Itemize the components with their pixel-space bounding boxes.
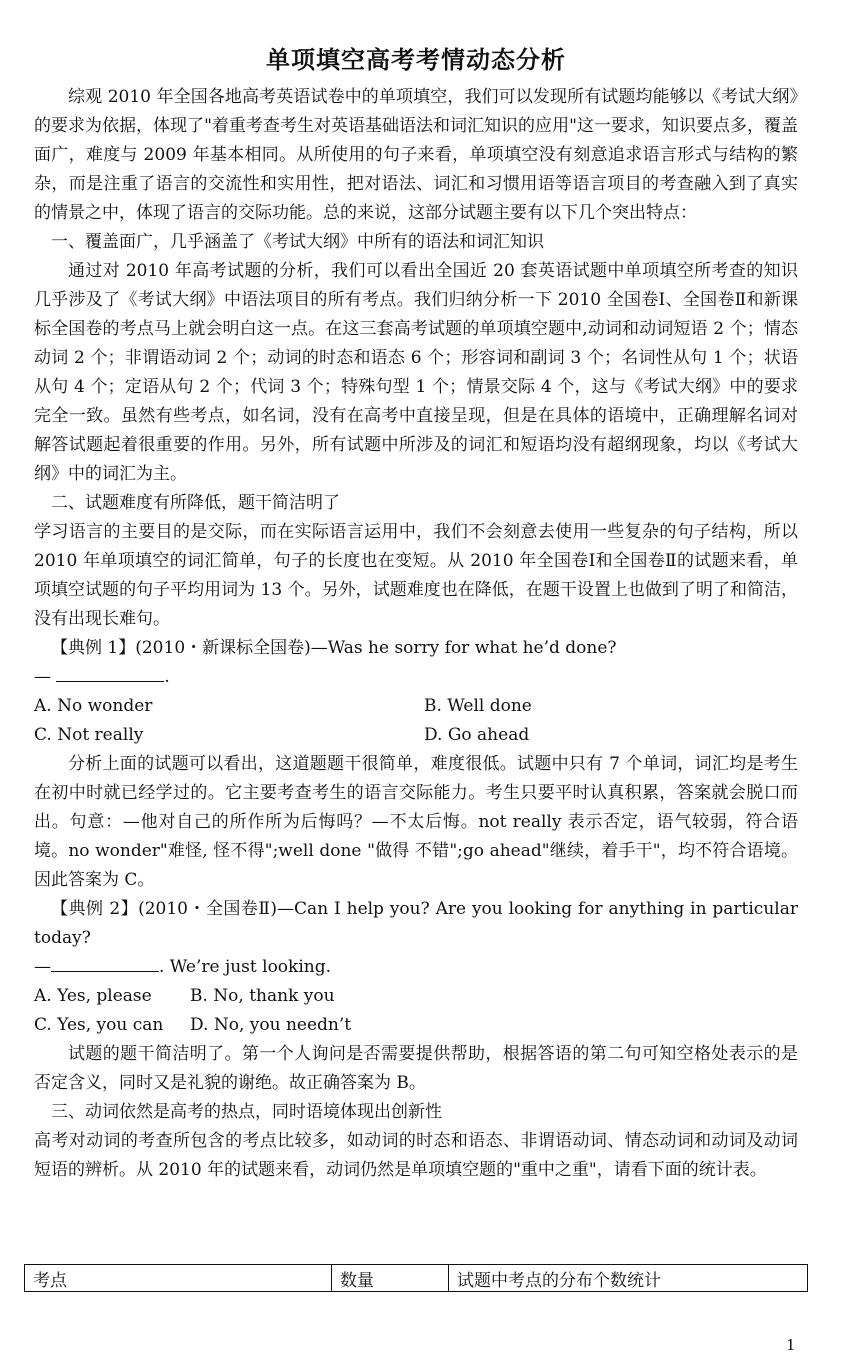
table-header-cell: 考点 <box>25 1265 332 1292</box>
option-a: A. Yes, please <box>34 986 152 1006</box>
table-header-cell: 试题中考点的分布个数统计 <box>449 1265 808 1292</box>
example-1-question-text: —Was he sorry for what he’d done? <box>310 638 617 658</box>
section-body-3: 高考对动词的考查所包含的考点比较多，如动词的时态和语态、非谓语动词、情态动词和动词及动词短语的辨析。从 2010 年的试题来看，动词仍然是单项填空题的"重中之重"，请看下面的统计表。 <box>34 1131 798 1180</box>
example-1-question <box>34 634 798 663</box>
table-header-cell: 数量 <box>332 1265 449 1292</box>
page-number: 1 <box>786 1336 796 1354</box>
example-2-options-row-2 <box>34 1011 798 1040</box>
example-1-label: 【典例 1】 <box>51 638 136 658</box>
page-title: 单项填空高考考情动态分析 <box>266 45 566 74</box>
document-page <box>34 40 798 1185</box>
option-d: D. No, you needn’t <box>190 1015 352 1035</box>
option-d: D. Go ahead <box>424 725 530 745</box>
section-body-2: 学习语言的主要目的是交际，而在实际语言运用中，我们不会刻意去使用一些复杂的句子结构，所以 2010 年单项填空的词汇简单，句子的长度也在变短。从 2010 年全国卷Ⅰ和全国卷Ⅱ的试题来看，单项填空试题的句子平均用词为 13 个。另外，试题难度也在降低，在题干设置上也做到了明了和简洁，没有出现长难句。 <box>34 522 798 629</box>
example-1-options-row-2 <box>34 721 798 750</box>
example-2-question-text: —Can I help you? Are you looking for anything in particular today? <box>34 899 798 948</box>
example-1-answer-line <box>34 663 798 692</box>
example-1-options-row-1 <box>34 692 798 721</box>
answer-dash: — <box>34 957 51 977</box>
option-b: B. No, thank you <box>190 986 335 1006</box>
example-2-answer-line <box>34 953 798 982</box>
example-2-question <box>34 895 798 953</box>
intro-paragraph: 综观 2010 年全国各地高考英语试卷中的单项填空，我们可以发现所有试题均能够以《考试大纲》的要求为依据，体现了"着重考查考生对英语基础语法和词汇知识的应用"这一要求，知识要点多，覆盖面广，难度与 2009 年基本相同。从所使用的句子来看，单项填空没有刻意追求语言形式与结构的繁杂，而是注重了语言的交流性和实用性，把对语法、词汇和习惯用语等语言项目的考查融入到了真实的情景之中，体现了语言的交际功能。总的来说，这部分试题主要有以下几个突出特点： <box>34 87 798 223</box>
example-2-options-row-1 <box>34 982 798 1011</box>
answer-blank-end: . <box>164 667 170 687</box>
example-1-analysis: 分析上面的试题可以看出，这道题题干很简单，难度很低。试题中只有 7 个单词，词汇均是考生在初中时就已经学过的。它主要考查考生的语言交际能力。考生只要平时认真积累，答案就会脱口而出。句意：—他对自己的所作所为后悔吗？—不太后悔。not really 表示否定，语气较弱，符合语境。no wonder"难怪, 怪不得";well done "做得 不错";go ahead"继续，着手干"，均不符合语境。因此答案为 C。 <box>34 754 798 890</box>
example-2-analysis: 试题的题干简洁明了。第一个人询问是否需要提供帮助，根据答语的第二句可知空格处表示的是否定含义，同时又是礼貌的谢绝。故正确答案为 B。 <box>34 1044 798 1093</box>
option-b: B. Well done <box>424 696 532 716</box>
section-heading-3: 三、动词依然是高考的热点，同时语境体现出创新性 <box>51 1102 442 1122</box>
example-2-source: (2010・全国卷Ⅱ) <box>138 899 278 919</box>
answer-blank <box>51 955 159 972</box>
table-header-row <box>25 1265 808 1292</box>
option-c: C. Not really <box>34 725 144 745</box>
section-heading-2: 二、试题难度有所降低，题干简洁明了 <box>51 493 340 513</box>
answer-dash: — <box>34 667 51 687</box>
example-1-source: (2010・新课标全国卷) <box>135 638 311 658</box>
section-body-1: 通过对 2010 年高考试题的分析，我们可以看出全国近 20 套英语试题中单项填空所考查的知识几乎涉及了《考试大纲》中语法项目的所有考点。我们归纳分析一下 2010 全国卷Ⅰ、全国卷Ⅱ和新课标全国卷的考点马上就会明白这一点。在这三套高考试题的单项填空题中,动词和动词短语 2 个；情态动词 2 个；非谓语动词 2 个；动词的时态和语态 6 个；形容词和副词 3 个；名词性从句 1 个；状语从句 4 个；定语从句 2 个；代词 3 个；特殊句型 1 个；情景交际 4 个，这与《考试大纲》中的要求完全一致。虽然有些考点，如名词，没有在高考中直接呈现，但是在具体的语境中，正确理解名词对解答试题起着很重要的作用。另外，所有试题中所涉及的词汇和短语均没有超纲现象，均以《考试大纲》中的词汇为主。 <box>34 261 798 484</box>
option-c: C. Yes, you can <box>34 1015 164 1035</box>
example-2-label: 【典例 2】 <box>51 899 139 919</box>
answer-reply: . We’re just looking. <box>159 957 332 977</box>
option-a: A. No wonder <box>34 696 153 716</box>
section-heading-1: 一、覆盖面广，几乎涵盖了《考试大纲》中所有的语法和词汇知识 <box>51 232 544 252</box>
answer-blank <box>56 665 164 682</box>
statistics-table <box>24 1264 808 1292</box>
